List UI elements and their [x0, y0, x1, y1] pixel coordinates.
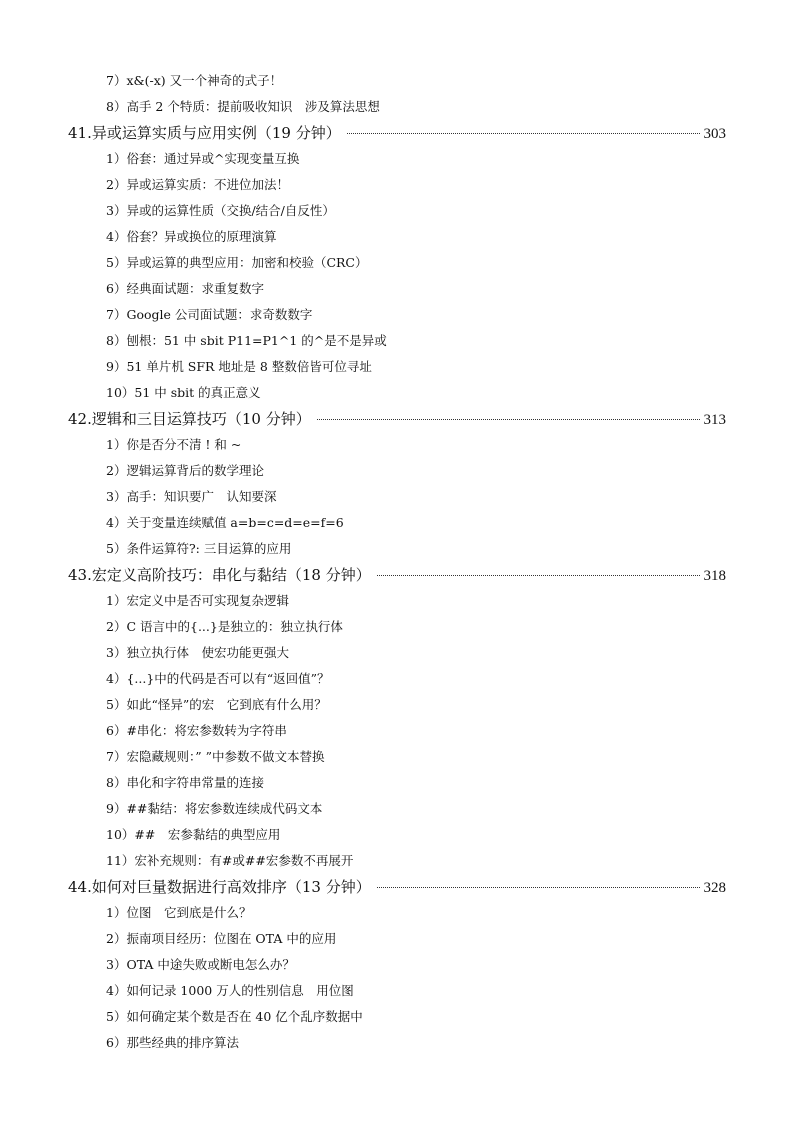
page-number: 313 — [703, 412, 726, 428]
toc-sub-item: 2）C 语言中的{...}是独立的：独立执行体 — [106, 619, 343, 634]
toc-sub-item: 4）{...}中的代码是否可以有“返回值”？ — [106, 671, 330, 686]
toc-sub-item: 5）异或运算的典型应用：加密和校验（CRC） — [106, 255, 368, 270]
toc-sub-item: 11）宏补充规则：有#或##宏参数不再展开 — [106, 853, 354, 868]
toc-sub-item: 3）OTA 中途失败或断电怎么办？ — [106, 957, 295, 972]
chapter-title: 44.如何对巨量数据进行高效排序（13 分钟） — [68, 878, 371, 896]
toc-sub-item: 3）异或的运算性质（交换/结合/自反性） — [106, 203, 335, 218]
dot-leader — [347, 133, 700, 134]
toc-sub-item: 1）宏定义中是否可实现复杂逻辑 — [106, 593, 289, 608]
toc-sub-item: 7）宏隐藏规则：” ”中参数不做文本替换 — [106, 749, 325, 764]
table-of-contents — [0, 68, 794, 1056]
chapter-title: 43.宏定义高阶技巧：串化与黏结（18 分钟） — [68, 566, 371, 584]
toc-sub-item: 2）逻辑运算背后的数学理论 — [106, 463, 264, 478]
toc-sub-item: 4）俗套？异或换位的原理演算 — [106, 229, 277, 244]
toc-sub-item: 6）经典面试题：求重复数字 — [106, 281, 264, 296]
dot-leader — [377, 575, 700, 576]
toc-sub-item: 10）51 中 sbit 的真正意义 — [106, 385, 261, 400]
dot-leader — [377, 887, 700, 888]
toc-sub-item: 7）Google 公司面试题：求奇数数字 — [106, 307, 313, 322]
toc-sub-item: 6）那些经典的排序算法 — [106, 1035, 239, 1050]
toc-chapter-entry — [68, 406, 726, 432]
toc-chapter-entry — [68, 874, 726, 900]
toc-sub-item: 4）关于变量连续赋值 a=b=c=d=e=f=6 — [106, 515, 344, 530]
toc-sub-item: 4）如何记录 1000 万人的性别信息 用位图 — [106, 983, 354, 998]
toc-sub-item: 3）高手：知识要广 认知要深 — [106, 489, 277, 504]
page-number: 318 — [703, 568, 726, 584]
toc-sub-item: 9）51 单片机 SFR 地址是 8 整数倍皆可位寻址 — [106, 359, 372, 374]
toc-sub-item: 1）位图 它到底是什么？ — [106, 905, 252, 920]
toc-sub-item: 5）如何确定某个数是否在 40 亿个乱序数据中 — [106, 1009, 363, 1024]
toc-chapter-entry — [68, 562, 726, 588]
chapter-title: 42.逻辑和三目运算技巧（10 分钟） — [68, 410, 311, 428]
chapter-title: 41.异或运算实质与应用实例（19 分钟） — [68, 124, 341, 142]
toc-sub-item: 10）## 宏参黏结的典型应用 — [106, 827, 281, 842]
toc-sub-item: 5）如此“怪异”的宏 它到底有什么用？ — [106, 697, 327, 712]
toc-sub-item: 1）俗套：通过异或^实现变量互换 — [106, 151, 300, 166]
toc-sub-item: 9）##黏结：将宏参数连续成代码文本 — [106, 801, 323, 816]
toc-sub-item: 3）独立执行体 使宏功能更强大 — [106, 645, 289, 660]
toc-sub-item: 5）条件运算符?: 三目运算的应用 — [106, 541, 292, 556]
page-number: 303 — [703, 126, 726, 142]
toc-sub-item: 2）异或运算实质：不进位加法！ — [106, 177, 289, 192]
toc-sub-item: 8）串化和字符串常量的连接 — [106, 775, 264, 790]
toc-sub-item: 1）你是否分不清 ! 和 ~ — [106, 437, 242, 452]
toc-chapter-entry — [68, 120, 726, 146]
toc-sub-item: 2）振南项目经历：位图在 OTA 中的应用 — [106, 931, 337, 946]
toc-sub-item: 8）刨根：51 中 sbit P11=P1^1 的^是不是异或 — [106, 333, 387, 348]
toc-sub-item: 7）x&(-x) 又一个神奇的式子！ — [106, 73, 283, 88]
toc-sub-item: 6）#串化：将宏参数转为字符串 — [106, 723, 287, 738]
toc-sub-item: 8）高手 2 个特质：提前吸收知识 涉及算法思想 — [106, 99, 380, 114]
dot-leader — [317, 419, 700, 420]
page-number: 328 — [703, 880, 726, 896]
